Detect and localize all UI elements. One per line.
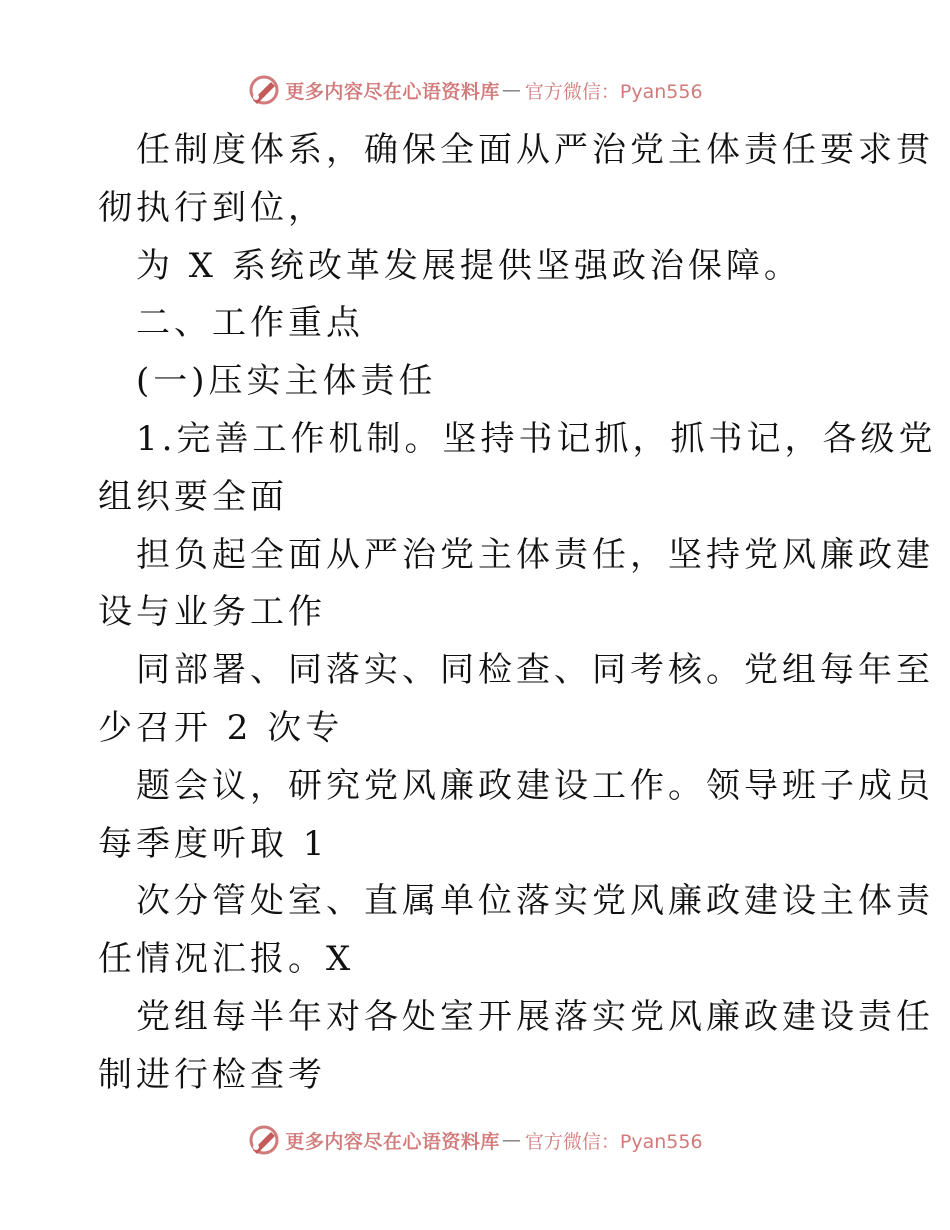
header-watermark-banner: [0, 70, 950, 110]
body-line: 题会议，研究党风廉政建设工作。领导班子成员: [136, 765, 934, 806]
banner-site-text: 更多内容尽在心语资料库: [285, 80, 500, 103]
banner-wechat-text: 官方微信：Pyan556: [524, 80, 703, 103]
footer-watermark-banner: [0, 1120, 950, 1160]
body-line: 任制度体系，确保全面从严治党主体责任要求贯: [136, 130, 934, 170]
banner-wechat-text: 官方微信：Pyan556: [524, 1130, 703, 1153]
body-line: 设与业务工作: [98, 592, 326, 633]
subsection-heading: (一)压实主体责任: [136, 361, 437, 402]
body-line: 彻执行到位，: [98, 187, 326, 228]
body-line: 组织要全面: [98, 476, 288, 517]
body-line: 担负起全面从严治党主体责任，坚持党风廉政建: [136, 534, 934, 575]
banner-separator: —: [501, 79, 521, 101]
body-line: 每季度听取 1: [98, 823, 329, 864]
banner-separator: —: [501, 1129, 521, 1151]
body-line: 党组每半年对各处室开展落实党风廉政建设责任: [136, 996, 934, 1037]
body-line: 制进行检查考: [98, 1054, 326, 1095]
section-heading: 二、工作重点: [136, 303, 364, 344]
body-line: 次分管处室、直属单位落实党风廉政建设主体责: [136, 881, 934, 922]
body-line: 同部署、同落实、同检查、同考核。党组每年至: [136, 650, 934, 691]
body-line: 任情况汇报。X: [98, 939, 355, 980]
pen-logo-icon: [247, 1123, 281, 1157]
body-line: 少召开 2 次专: [98, 707, 344, 748]
body-line: 1.完善工作机制。坚持书记抓，抓书记，各级党: [136, 418, 937, 459]
banner-site-text: 更多内容尽在心语资料库: [285, 1130, 500, 1153]
body-line: 为 X 系统改革发展提供坚强政治保障。: [136, 245, 802, 286]
document-body: [98, 122, 937, 1105]
pen-logo-icon: [247, 73, 281, 107]
